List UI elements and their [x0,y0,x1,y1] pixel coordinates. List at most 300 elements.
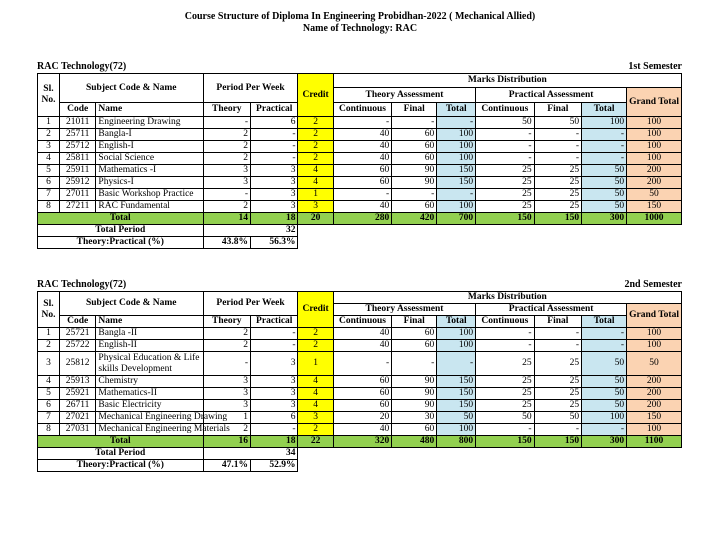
practical-continuous-cell: 50 [476,412,534,424]
credit-cell: 2 [298,153,333,165]
theory-final-cell: 90 [392,376,437,388]
sl-no-cell: 2 [38,129,60,141]
subject-code-cell: 21011 [59,117,96,129]
theory-period-cell: 2 [203,328,250,340]
grand-total-cell: 150 [627,201,682,213]
credit-cell: 2 [298,328,333,340]
theory-continuous-cell: 40 [333,424,391,436]
credit-cell: 1 [298,189,333,201]
theory-final-cell: 90 [392,177,437,189]
theory-final-cell: 60 [392,153,437,165]
theory-final-cell: 60 [392,340,437,352]
practical-period-cell: - [251,424,298,436]
grand-total-header: Grand Total [627,88,682,117]
practical-total-cell: 50 [582,201,627,213]
title-line-1: Course Structure of Diploma In Engineering Probidhan-2022 ( Mechanical Allied) [184,11,536,22]
marks-distribution-header: Marks Distribution [333,292,681,304]
grand-total-cell: 50 [627,352,682,376]
total-period-value: 34 [203,448,298,460]
grand-total-cell: 100 [627,141,682,153]
credit-cell: 2 [298,141,333,153]
sl-no-cell: 8 [38,201,60,213]
subject-name-cell: Physics-I [96,177,203,189]
table-row [38,189,682,201]
practical-total-cell: 50 [582,177,627,189]
practical-period-cell: - [251,340,298,352]
semester1-technology: RAC Technology(72) [37,61,127,72]
table-row [38,177,682,189]
practical-period-cell: 3 [251,400,298,412]
total-grand-total-cell: 1000 [627,213,682,225]
ratio-label: Theory:Practical (%) [38,237,204,249]
theory-continuous-cell: - [333,352,391,376]
grand-total-header: Grand Total [627,304,682,328]
theory-final-cell: 90 [392,388,437,400]
sl-no-cell: 4 [38,153,60,165]
subject-code-cell: 27021 [59,412,96,424]
document-title [0,11,720,35]
practical-final-cell: - [534,141,581,153]
theory-header: Theory [203,316,250,328]
total-practical-total-cell: 300 [582,213,627,225]
theory-continuous-cell: 40 [333,201,391,213]
grand-total-cell: 100 [627,129,682,141]
final-header: Final [534,103,581,117]
theory-period-cell: 2 [203,201,250,213]
total-label: Total [38,436,204,448]
practical-total-cell: 100 [582,412,627,424]
practical-period-cell: 3 [251,388,298,400]
blank-cell [298,225,682,237]
theory-final-cell: 60 [392,141,437,153]
table-row [38,141,682,153]
theory-total-cell: - [437,117,476,129]
theory-total-cell: 100 [437,201,476,213]
semester1-label: 1st Semester [628,61,682,72]
theory-continuous-cell: 20 [333,412,391,424]
sl-no-cell: 3 [38,141,60,153]
theory-period-cell: 1 [203,412,250,424]
theory-total-cell: 100 [437,129,476,141]
theory-period-cell: - [203,189,250,201]
theory-period-cell: 3 [203,400,250,412]
total-period-label: Total Period [38,225,204,237]
grand-total-cell: 100 [627,117,682,129]
practical-final-cell: 25 [534,400,581,412]
theory-total-cell: 150 [437,400,476,412]
theory-total-header: Total [437,103,476,117]
sl-no-cell: 6 [38,400,60,412]
theory-total-cell: 150 [437,388,476,400]
subject-name-cell: Chemistry [96,376,203,388]
theory-final-cell: 90 [392,400,437,412]
theory-period-cell: 3 [203,376,250,388]
theory-continuous-cell: - [333,117,391,129]
continuous-header: Continuous [333,316,391,328]
credit-cell: 4 [298,388,333,400]
subject-code-cell: 25912 [59,177,96,189]
blank-cell [298,237,682,249]
name-header: Name [96,103,203,117]
table-row [38,376,682,388]
grand-total-cell: 200 [627,376,682,388]
theory-total-cell: 150 [437,177,476,189]
theory-period-cell: 2 [203,129,250,141]
total-theory-final-cell: 420 [392,213,437,225]
total-practical-final-cell: 150 [534,436,581,448]
grand-total-cell: 150 [627,412,682,424]
ratio-row [38,460,682,472]
total-practical-cell: 18 [251,213,298,225]
grand-total-cell: 200 [627,400,682,412]
theory-period-cell: 3 [203,165,250,177]
subject-name-cell: Bangla-I [96,129,203,141]
practical-continuous-cell: - [476,340,534,352]
theory-final-cell: 30 [392,412,437,424]
sl-no-cell: 7 [38,412,60,424]
table-row [38,153,682,165]
practical-period-cell: 3 [251,165,298,177]
theory-continuous-cell: 40 [333,129,391,141]
theory-period-cell: - [203,117,250,129]
total-credit-cell: 22 [298,436,333,448]
marks-distribution-header: Marks Distribution [333,74,681,88]
practical-header: Practical [251,103,298,117]
theory-period-cell: 2 [203,153,250,165]
code-header: Code [59,316,96,328]
header-row [38,74,682,88]
subject-name-cell: Mathematics -I [96,165,203,177]
grand-total-cell: 100 [627,340,682,352]
theory-continuous-cell: 40 [333,153,391,165]
practical-continuous-cell: - [476,328,534,340]
practical-period-cell: 3 [251,352,298,376]
subject-code-cell: 25711 [59,129,96,141]
total-period-row [38,225,682,237]
credit-header: Credit [298,74,333,117]
theory-continuous-cell: 60 [333,177,391,189]
practical-total-cell: - [582,340,627,352]
theory-final-cell: - [392,352,437,376]
sl-no-header: Sl. No. [38,292,60,328]
theory-continuous-cell: 40 [333,328,391,340]
table-row [38,328,682,340]
practical-final-cell: - [534,129,581,141]
total-row [38,436,682,448]
table-row [38,352,682,376]
grand-total-cell: 100 [627,153,682,165]
subject-name-cell: Social Science [96,153,203,165]
table-row [38,412,682,424]
name-header: Name [96,316,203,328]
theory-continuous-cell: 60 [333,165,391,177]
practical-assessment-header: Practical Assessment [476,88,627,103]
theory-period-cell: 2 [203,424,250,436]
theory-period-cell: 3 [203,388,250,400]
sl-no-cell: 1 [38,117,60,129]
practical-final-cell: 25 [534,201,581,213]
ratio-row [38,237,682,249]
ratio-label: Theory:Practical (%) [38,460,204,472]
practical-final-cell: - [534,424,581,436]
continuous-header: Continuous [333,103,391,117]
practical-continuous-cell: 25 [476,165,534,177]
practical-final-cell: - [534,328,581,340]
theory-continuous-cell: 40 [333,340,391,352]
semester2-technology: RAC Technology(72) [37,279,127,290]
theory-assessment-header: Theory Assessment [333,304,475,316]
total-grand-total-cell: 1100 [627,436,682,448]
blank-cell [298,448,682,460]
table-row [38,201,682,213]
credit-cell: 4 [298,165,333,177]
practical-total-cell: 50 [582,189,627,201]
subject-code-cell: 27211 [59,201,96,213]
sl-no-cell: 7 [38,189,60,201]
subject-code-cell: 27011 [59,189,96,201]
credit-cell: 2 [298,129,333,141]
subject-name-cell: English-I [96,141,203,153]
total-row [38,213,682,225]
practical-final-cell: 25 [534,189,581,201]
theory-continuous-cell: 40 [333,141,391,153]
grand-total-cell: 200 [627,177,682,189]
subject-name-cell: Engineering Drawing [96,117,203,129]
practical-total-header: Total [582,316,627,328]
total-practical-final-cell: 150 [534,213,581,225]
theory-period-cell: 2 [203,340,250,352]
theory-total-cell: - [437,352,476,376]
theory-total-cell: - [437,189,476,201]
practical-final-cell: 25 [534,177,581,189]
theory-final-cell: 60 [392,424,437,436]
credit-cell: 2 [298,117,333,129]
credit-cell: 3 [298,201,333,213]
header-row [38,316,682,328]
practical-total-header: Total [582,103,627,117]
final-header: Final [392,316,437,328]
subject-code-cell: 27031 [59,424,96,436]
theory-period-cell: 3 [203,177,250,189]
practical-total-cell: - [582,153,627,165]
blank-cell [298,460,682,472]
practical-continuous-cell: 25 [476,400,534,412]
theory-total-cell: 100 [437,153,476,165]
practical-final-cell: 25 [534,165,581,177]
period-header: Period Per Week [203,74,298,103]
credit-cell: 1 [298,352,333,376]
subject-header: Subject Code & Name [59,292,203,316]
credit-header: Credit [298,292,333,328]
practical-continuous-cell: 25 [476,201,534,213]
practical-period-cell: - [251,141,298,153]
theory-total-cell: 100 [437,340,476,352]
practical-total-cell: - [582,141,627,153]
subject-code-cell: 25921 [59,388,96,400]
subject-name-cell: RAC Fundamental [96,201,203,213]
subject-code-cell: 25911 [59,165,96,177]
theory-continuous-cell: 60 [333,400,391,412]
subject-code-cell: 25722 [59,340,96,352]
semester1-table [37,73,682,249]
practical-continuous-cell: 25 [476,177,534,189]
practical-total-cell: 100 [582,117,627,129]
practical-period-cell: 3 [251,189,298,201]
practical-final-cell: 50 [534,412,581,424]
subject-name-cell: Basic Electricity [96,400,203,412]
practical-total-cell: - [582,328,627,340]
semester2-label: 2nd Semester [624,279,682,290]
total-theory-cell: 14 [203,213,250,225]
total-theory-cell: 16 [203,436,250,448]
ratio-theory-value: 47.1% [203,460,250,472]
grand-total-cell: 50 [627,189,682,201]
theory-total-cell: 150 [437,165,476,177]
theory-final-cell: 60 [392,201,437,213]
total-theory-continuous-cell: 320 [333,436,391,448]
semester2-table [37,291,682,472]
subject-name-cell: Basic Workshop Practice [96,189,203,201]
practical-continuous-cell: 50 [476,117,534,129]
continuous-header: Continuous [476,103,534,117]
subject-code-cell: 25712 [59,141,96,153]
period-header: Period Per Week [203,292,298,316]
table-row [38,340,682,352]
practical-total-cell: - [582,129,627,141]
ratio-theory-value: 43.8% [203,237,250,249]
table-row [38,129,682,141]
credit-cell: 3 [298,412,333,424]
subject-header: Subject Code & Name [59,74,203,103]
sl-no-cell: 5 [38,388,60,400]
table-row [38,400,682,412]
theory-final-cell: - [392,189,437,201]
theory-total-cell: 150 [437,376,476,388]
ratio-practical-value: 52.9% [251,460,298,472]
total-theory-final-cell: 480 [392,436,437,448]
practical-total-cell: 50 [582,388,627,400]
theory-continuous-cell: 60 [333,388,391,400]
practical-final-cell: - [534,340,581,352]
total-theory-total-cell: 800 [437,436,476,448]
practical-period-cell: 3 [251,177,298,189]
practical-final-cell: - [534,153,581,165]
practical-total-cell: 50 [582,376,627,388]
grand-total-cell: 200 [627,165,682,177]
practical-assessment-header: Practical Assessment [476,304,627,316]
practical-final-cell: 25 [534,388,581,400]
practical-continuous-cell: 25 [476,376,534,388]
sl-no-cell: 5 [38,165,60,177]
practical-continuous-cell: 25 [476,388,534,400]
subject-name-cell: Mechanical Engineering Drawing [96,412,203,424]
final-header: Final [534,316,581,328]
sl-no-cell: 3 [38,352,60,376]
theory-total-cell: 100 [437,328,476,340]
practical-total-cell: 50 [582,165,627,177]
subject-name-cell: Bangla -II [96,328,203,340]
theory-final-cell: 60 [392,129,437,141]
sl-no-cell: 8 [38,424,60,436]
theory-header: Theory [203,103,250,117]
subject-code-cell: 25812 [59,352,96,376]
continuous-header: Continuous [476,316,534,328]
theory-period-cell: 2 [203,141,250,153]
subject-name-cell: Mathematics-II [96,388,203,400]
practical-period-cell: 6 [251,117,298,129]
total-practical-cell: 18 [251,436,298,448]
subject-code-cell: 26711 [59,400,96,412]
total-practical-continuous-cell: 150 [476,213,534,225]
practical-final-cell: 25 [534,376,581,388]
grand-total-cell: 100 [627,424,682,436]
practical-continuous-cell: - [476,153,534,165]
semester1-header [37,61,682,73]
practical-continuous-cell: - [476,129,534,141]
total-credit-cell: 20 [298,213,333,225]
theory-period-cell: - [203,352,250,376]
practical-period-cell: 3 [251,376,298,388]
theory-final-cell: 60 [392,328,437,340]
subject-code-cell: 25721 [59,328,96,340]
theory-continuous-cell: - [333,189,391,201]
table-row [38,165,682,177]
ratio-practical-value: 56.3% [251,237,298,249]
practical-final-cell: 25 [534,352,581,376]
practical-period-cell: - [251,328,298,340]
practical-total-cell: 50 [582,352,627,376]
practical-continuous-cell: 25 [476,352,534,376]
header-row [38,292,682,304]
credit-cell: 2 [298,424,333,436]
grand-total-cell: 100 [627,328,682,340]
practical-period-cell: 3 [251,201,298,213]
sl-no-header: Sl. No. [38,74,60,117]
grand-total-cell: 200 [627,388,682,400]
theory-total-cell: 100 [437,424,476,436]
practical-period-cell: - [251,129,298,141]
practical-continuous-cell: - [476,141,534,153]
header-row [38,103,682,117]
practical-period-cell: - [251,153,298,165]
total-theory-total-cell: 700 [437,213,476,225]
subject-name-cell: Mechanical Engineering Materials [96,424,203,436]
practical-total-cell: 50 [582,400,627,412]
table-row [38,424,682,436]
total-period-row [38,448,682,460]
final-header: Final [392,103,437,117]
semester2-header [37,279,682,291]
theory-total-cell: 50 [437,412,476,424]
credit-cell: 4 [298,400,333,412]
credit-cell: 4 [298,376,333,388]
sl-no-cell: 1 [38,328,60,340]
total-label: Total [38,213,204,225]
theory-final-cell: - [392,117,437,129]
practical-final-cell: 50 [534,117,581,129]
theory-final-cell: 90 [392,165,437,177]
subject-code-cell: 25811 [59,153,96,165]
credit-cell: 2 [298,340,333,352]
practical-total-cell: - [582,424,627,436]
total-practical-total-cell: 300 [582,436,627,448]
practical-continuous-cell: - [476,424,534,436]
total-practical-continuous-cell: 150 [476,436,534,448]
total-period-value: 32 [203,225,298,237]
total-theory-continuous-cell: 280 [333,213,391,225]
subject-name-cell: Physical Education & Life skills Development [96,352,203,376]
code-header: Code [59,103,96,117]
